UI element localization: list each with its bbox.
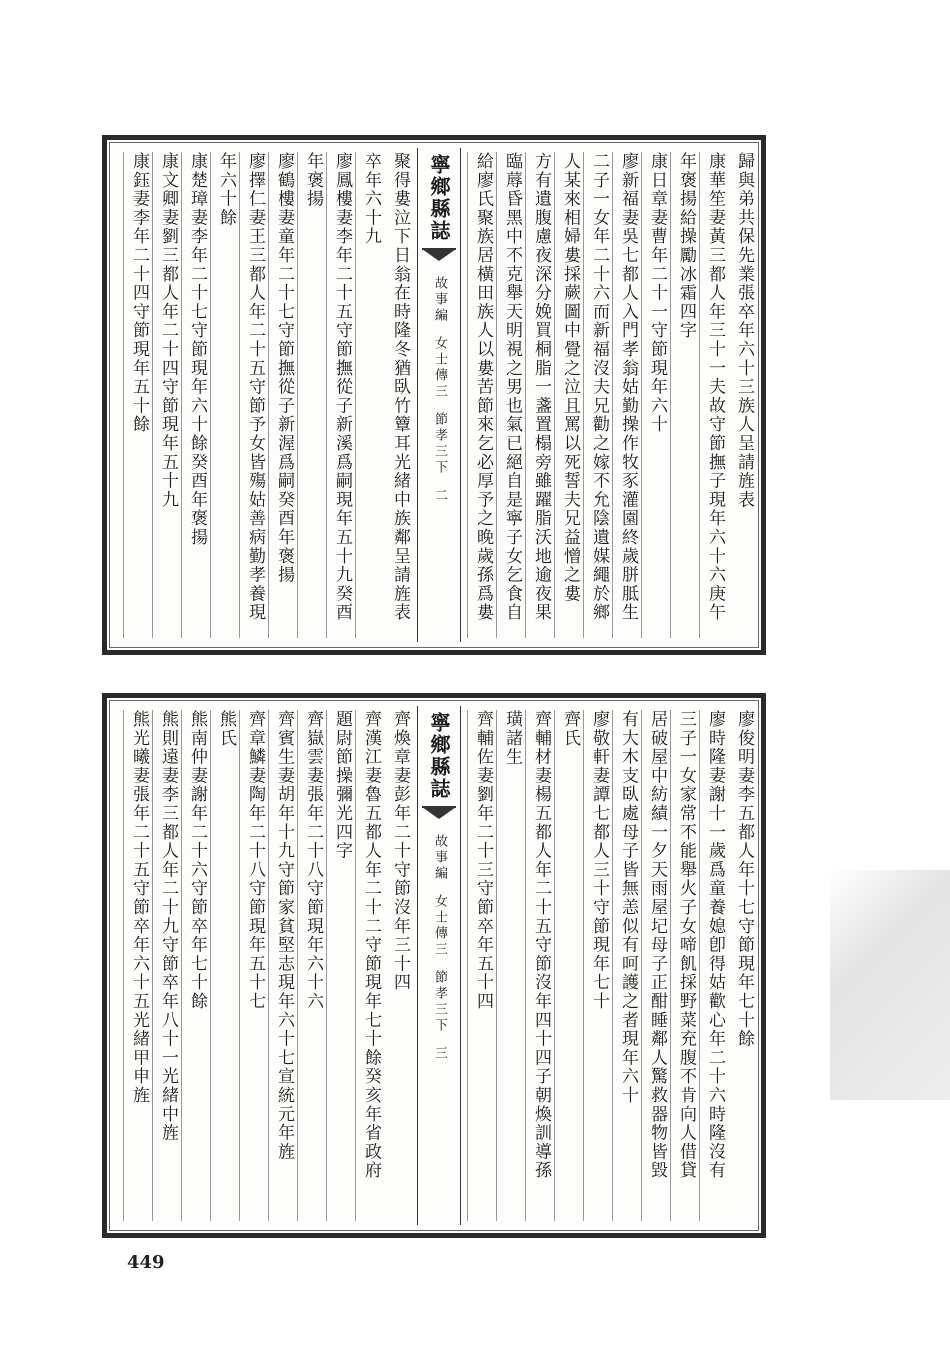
- text-column: 康日章妻曹年二十一守節現年六十: [641, 152, 672, 638]
- text-column: 方有遺腹慮夜深分娩買桐脂一盞置榻旁雖躍脂沃地逾夜果: [525, 152, 556, 638]
- text-column: 康鈺妻李年二十四守節現年五十餘: [123, 152, 154, 638]
- text-column: 臨蓐昏黑中不克舉天明視之男也氣已絕自是寧子女乞食自: [496, 152, 527, 638]
- text-column: 璜諸生: [496, 710, 527, 1221]
- text-column: 聚得婁泣下日翁在時隆冬猶臥竹簟耳光緒中族鄰呈請旌表: [390, 152, 410, 622]
- leaf-number: 二: [432, 488, 447, 504]
- section-label: [418, 834, 460, 1215]
- text-column: 年褒揚: [297, 152, 328, 638]
- bottom-left-half: [115, 706, 415, 1225]
- text-column: 廖敬軒妻譚七都人三十守節現年七十: [583, 710, 614, 1221]
- top-right-half: [463, 148, 759, 642]
- top-leaf: [102, 135, 766, 655]
- book-title: 寧鄉縣誌: [427, 154, 451, 242]
- section-part: 故事編: [432, 834, 447, 882]
- section-part: 節孝三下: [432, 970, 447, 1034]
- page-number: 449: [127, 1252, 165, 1273]
- text-column: 二子一女年二十六而新福沒夫兄勸之嫁不允陰遺媒繩於鄉: [583, 152, 614, 638]
- bottom-right-half: [463, 706, 759, 1225]
- section-part: 女士傳三: [432, 336, 447, 400]
- text-column: 有大木支臥處母子皆無恙似有呵護之者現年六十: [612, 710, 643, 1221]
- text-column: 年褒揚給操勵冰霜四字: [670, 152, 701, 638]
- text-column: 康楚璋妻李年二十七守節現年六十餘癸酉年褒揚: [181, 152, 212, 638]
- section-label: [418, 276, 460, 632]
- text-column: 齊輔材妻楊五都人年二十五守節沒年四十四子朝煥訓導孫: [525, 710, 556, 1221]
- text-column: 廖新福妻吳七都人入門孝翁姑勤操作牧豕灌園終歲胼胝生: [612, 152, 643, 638]
- text-column: 齊漢江妻魯五都人年二十二守節現年七十餘癸亥年省政府: [355, 710, 386, 1221]
- leaf-number: 三: [432, 1046, 447, 1062]
- fishtail-mark: [422, 806, 456, 826]
- text-column: 熊則遠妻李三都人年二十九守節卒年八十一光緒中旌: [152, 710, 183, 1221]
- top-left-half: [115, 148, 415, 642]
- text-column: 康華笙妻黃三都人年三十一夫故守節撫子現年六十六庚午: [699, 152, 730, 638]
- text-column: 題尉節操彌光四字: [326, 710, 357, 1221]
- text-column: 年六十餘: [210, 152, 241, 638]
- text-column: 給廖氏聚族居橫田族人以婁苦節來乞必厚予之晚歲孫爲婁: [467, 152, 498, 638]
- text-column: 廖俊明妻李五都人年十七守節現年七十餘: [734, 710, 754, 1049]
- text-column: 熊氏: [210, 710, 241, 1221]
- book-title: 寧鄉縣誌: [427, 712, 451, 800]
- top-center-fold: [417, 148, 461, 642]
- text-column: 人某來相婦婁採蕨圖中覺之泣且罵以死誓夫兄益憎之婁: [554, 152, 585, 638]
- library-stamp-watermark: [830, 870, 950, 1100]
- text-column: 齊賓生妻胡年十九守節家貧堅志現年六十七宣統元年旌: [268, 710, 299, 1221]
- section-part: 故事編: [432, 276, 447, 324]
- text-column: 齊氏: [554, 710, 585, 1221]
- text-column: 卒年六十九: [355, 152, 386, 638]
- text-column: 熊光曦妻張年二十五守節卒年六十五光緒甲申旌: [123, 710, 154, 1221]
- section-part: 女士傳三: [432, 894, 447, 958]
- text-column: 廖鳳樓妻李年二十五守節撫從子新溪爲嗣現年五十九癸酉: [326, 152, 357, 638]
- text-column: 康文卿妻劉三都人年二十四守節現年五十九: [152, 152, 183, 638]
- text-column: 齊章鱗妻陶年二十八守節現年五十七: [239, 710, 270, 1221]
- text-column: 廖時隆妻謝十一歲爲童養媳卽得姑歡心年二十六時隆沒有: [699, 710, 730, 1221]
- text-column: 齊煥章妻彭年二十守節沒年三十四: [390, 710, 410, 992]
- text-column: 熊南仲妻謝年二十六守節卒年七十餘: [181, 710, 212, 1221]
- section-part: 節孝三下: [432, 412, 447, 476]
- text-column: 廖擇仁妻王三都人年二十五守節予女皆殤姑善病勤孝養現: [239, 152, 270, 638]
- text-column: 齊嶽雲妻張年二十八守節現年六十六: [297, 710, 328, 1221]
- bottom-leaf: [102, 693, 766, 1238]
- text-column: 歸與弟共保先業張卒年六十三族人呈請旌表: [734, 152, 754, 510]
- bottom-center-fold: [417, 706, 461, 1225]
- text-column: 廖鶴樓妻童年二十七守節撫從子新渥爲嗣癸酉年褒揚: [268, 152, 299, 638]
- text-column: 齊輔佐妻劉年二十三守節卒年五十四: [467, 710, 498, 1221]
- text-column: 三子一女家常不能舉火子女啼飢採野菜充腹不肯向人借貸: [670, 710, 701, 1221]
- text-column: 居破屋中紡績一夕天雨屋圮母子正酣睡鄰人驚救器物皆毀: [641, 710, 672, 1221]
- fishtail-mark: [422, 248, 456, 268]
